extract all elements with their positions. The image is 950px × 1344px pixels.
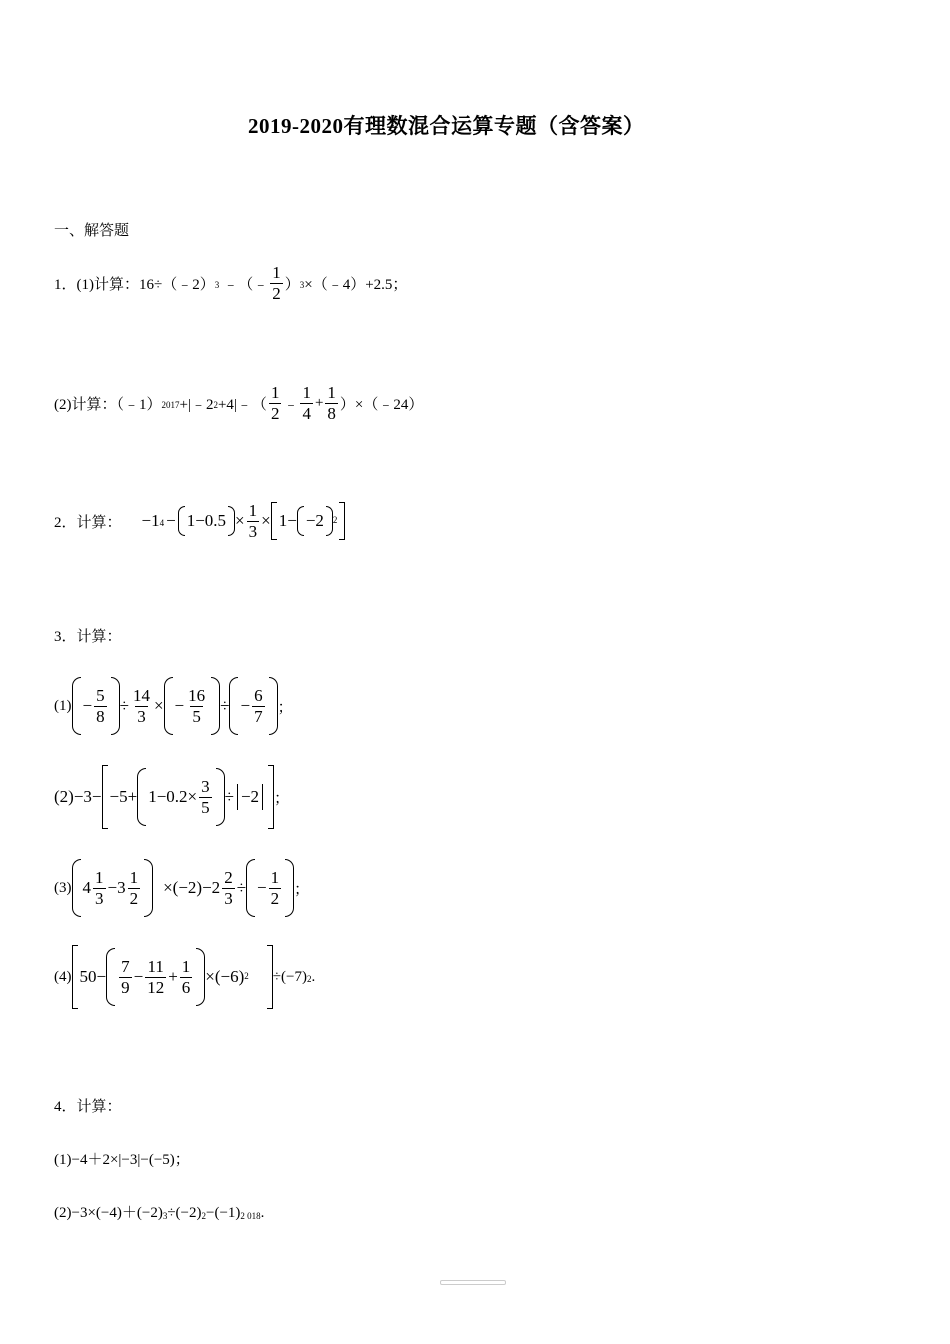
q3s2-abs-right (262, 784, 263, 810)
q2-fraction-numerator: 1 (248, 500, 258, 520)
q4s2-exponent-3: 2 018 (240, 1211, 261, 1221)
q3s4-tag: (4) (54, 968, 72, 985)
q1b-exponent-2017: 2017 (161, 400, 180, 410)
q3s4-f2-numerator: 11 (147, 956, 164, 976)
q3s4-bracket-left (72, 945, 78, 1009)
q3s2-div: ÷ (224, 787, 234, 806)
q3s3-paren2-right (285, 859, 294, 917)
question-3-part-1 (54, 676, 293, 736)
q3s1-a-numerator: 5 (96, 685, 105, 705)
q3s3-sign: − (257, 878, 267, 897)
question-2 (54, 496, 345, 546)
q3s3-fraction-4 (269, 869, 282, 908)
q3s1-paren-a-left (72, 677, 81, 735)
q2-times-1: × (235, 511, 245, 530)
q1-close: ） (284, 276, 300, 293)
q3s4-f3-numerator: 1 (181, 956, 191, 976)
q4s2-b: ÷(−2) (167, 1205, 202, 1221)
q3s3-f2-numerator: 1 (129, 867, 139, 887)
q3s4-paren-right (196, 948, 205, 1006)
q1b-f3-numerator: 1 (327, 382, 336, 402)
q3s3-fraction-2 (128, 869, 141, 908)
q3s4-f2-denominator: 12 (147, 977, 165, 997)
q2-fraction (247, 502, 260, 541)
q3s3-f3-denominator: 3 (224, 888, 233, 908)
section-heading: 一、解答题 (54, 223, 130, 239)
q3s1-c-sign: − (174, 696, 185, 715)
q3s1-b-numerator: 14 (132, 685, 150, 705)
q1-fraction (270, 264, 283, 303)
q3s4-exponent: 2 (244, 971, 249, 981)
q1-prefix: 1．(1)计算：16÷（﹣2） (54, 276, 215, 293)
q2-exponent-4: 4 (159, 518, 165, 528)
q1b-prefix: (2)计算：（﹣1） (54, 396, 162, 413)
q3s3-paren-right (144, 859, 153, 917)
q4s2-a: (2)−3×(−4)＋(−2) (54, 1205, 163, 1221)
q2-paren2-left (297, 506, 304, 536)
q2-bracket-right (339, 502, 345, 540)
q3s1-c-numerator: 16 (188, 685, 206, 705)
q3s1-a-sign: − (82, 696, 93, 715)
q2-in2: 1− (278, 511, 297, 530)
q3s2-b: 1−0.2× (148, 787, 198, 806)
q3s3-minus: −3 (107, 878, 126, 897)
q3s3-f1-numerator: 1 (95, 867, 104, 887)
q3s2-fraction (199, 778, 212, 817)
q3s2-numerator: 3 (201, 776, 210, 796)
q4s2-exponent-2: 2 (201, 1211, 206, 1221)
question-3-label: 3．计算： (54, 629, 122, 645)
q3s4-f3-denominator: 6 (181, 977, 191, 997)
q1b-abs-part: +|﹣2 (179, 396, 214, 413)
question-4-part-1: (1)−4＋2×|−3|−(−5)； (54, 1152, 190, 1168)
q1b-f3-denominator: 8 (327, 403, 336, 423)
q3s4-f1-numerator: 7 (121, 956, 130, 976)
q3s1-d-denominator: 7 (254, 706, 263, 726)
q3s3-f3-numerator: 2 (224, 867, 233, 887)
q3s4-a: 50− (79, 967, 107, 986)
q3s4-fraction-1 (119, 958, 132, 997)
q3s3-f2-denominator: 2 (129, 888, 139, 908)
q3s2-a: −5+ (109, 787, 138, 806)
q3s4-mid: ×(−6) (205, 967, 245, 986)
q3s1-paren-c-left (164, 677, 173, 735)
q2-paren-right (228, 506, 235, 536)
q3s3-f4-denominator: 2 (270, 888, 280, 908)
q4s2-c: −(−1) (206, 1205, 241, 1221)
q4s2-d: . (260, 1205, 265, 1221)
q3s1-paren-d-right (269, 677, 278, 735)
q3s1-fraction-c (186, 687, 207, 726)
q3s1-d-sign: − (240, 696, 251, 715)
q2-paren2-right (326, 506, 333, 536)
q1-fraction-numerator: 1 (272, 262, 281, 282)
question-3-part-4 (54, 946, 315, 1008)
q3s1-c-denominator: 5 (192, 706, 201, 726)
q3s1-fraction-b (131, 687, 152, 726)
q2-times-2: × (261, 511, 271, 530)
q1b-f2-denominator: 4 (302, 403, 311, 423)
q3s2-paren-left (137, 768, 146, 826)
question-4-label: 4．计算： (54, 1099, 122, 1115)
q3s3-mid: ×(−2)−2 (163, 878, 221, 897)
question-3-part-3 (54, 858, 309, 918)
q3s3-tag: (3) (54, 879, 72, 896)
q3s1-end: ； (277, 699, 293, 716)
question-1-part-1 (54, 258, 407, 308)
q3s1-a-denominator: 8 (96, 706, 105, 726)
q1b-op-1: ﹣ (283, 396, 299, 413)
q3s4-exponent-2: 2 (306, 974, 312, 984)
page-title: 2019-2020有理数混合运算专题（含答案） (248, 114, 645, 138)
q3s4-tail: ÷(−7) (272, 968, 307, 985)
q3s2-end: ； (274, 790, 290, 807)
q3s4-paren-left (106, 948, 115, 1006)
q3s3-div: ÷ (236, 878, 247, 897)
q3s4-f1-denominator: 9 (121, 977, 130, 997)
q3s3-paren-left (72, 859, 81, 917)
question-1-part-2 (54, 378, 423, 428)
q3s3-fraction-1 (93, 869, 106, 908)
q1-exponent-b: 3 (299, 280, 305, 290)
q1b-fraction-2 (300, 384, 313, 423)
q2-fraction-denominator: 3 (248, 521, 258, 541)
q3s4-fraction-3 (180, 958, 193, 997)
q3s3-end: ； (294, 881, 310, 898)
q3s1-times: × (153, 696, 164, 715)
q2-paren-left (178, 506, 185, 536)
q3s2-abs-value: −2 (240, 787, 260, 806)
q3s3-whole-1: 4 (82, 878, 91, 897)
q3s1-tag: (1) (54, 697, 72, 714)
q2-label: 2．计算： (54, 514, 122, 531)
q2-inner: 1−0.5 (186, 511, 227, 530)
q3s1-b-denominator: 3 (137, 706, 146, 726)
q3s2-abs-left (237, 784, 238, 810)
q1-fraction-denominator: 2 (272, 283, 281, 303)
question-3-part-2 (54, 766, 289, 828)
q2-part-1: −1 (141, 511, 160, 530)
q3s1-div-1: ÷ (119, 696, 129, 715)
q1b-f2-numerator: 1 (302, 382, 311, 402)
q1-tail: ×（﹣4）+2.5； (304, 276, 408, 293)
q3s1-paren-a-right (111, 677, 120, 735)
q1b-fraction-1 (269, 384, 282, 423)
q4s2-exponent-1: 3 (162, 1211, 168, 1221)
q2-in3: −2 (305, 511, 324, 530)
q3s3-f1-denominator: 3 (95, 888, 104, 908)
q1-mid: ﹣（﹣ (223, 276, 269, 293)
q1b-tail: ）×（﹣24） (339, 396, 424, 413)
q1b-exponent-2: 2 (213, 400, 218, 410)
page-footer-divider (440, 1280, 506, 1285)
q3s2-paren-right (216, 768, 225, 826)
q3s2-denominator: 5 (201, 797, 210, 817)
q3s1-fraction-d (252, 687, 265, 726)
q3s2-tag: (2)−3− (54, 787, 102, 806)
q3s4-fraction-2 (145, 958, 166, 997)
q1-exponent-a: 3 (214, 280, 220, 290)
q3s1-paren-d-left (229, 677, 238, 735)
q1b-fraction-3 (325, 384, 338, 423)
q3s4-op-1: − (133, 967, 144, 986)
q3s1-div-2: ÷ (220, 696, 230, 715)
q1b-op-2: + (314, 394, 324, 411)
q3s3-paren2-left (246, 859, 255, 917)
q3s1-paren-c-right (211, 677, 220, 735)
q3s3-fraction-3 (222, 869, 235, 908)
question-4-part-2 (54, 1201, 264, 1222)
q1b-abs-tail: +4|﹣（ (217, 396, 267, 413)
q3s2-bracket-left (102, 765, 108, 829)
q2-bracket-left (271, 502, 277, 540)
q3s1-d-numerator: 6 (254, 685, 263, 705)
q3s1-fraction-a (94, 687, 107, 726)
q2-exponent-2: 2 (332, 515, 338, 525)
q1b-f1-denominator: 2 (270, 403, 280, 423)
q1b-f1-numerator: 1 (270, 382, 280, 402)
q2-part-2: − (166, 511, 176, 530)
q3s4-end: . (311, 968, 316, 985)
q3s3-f4-numerator: 1 (270, 867, 280, 887)
q3s4-op-2: + (168, 967, 178, 986)
